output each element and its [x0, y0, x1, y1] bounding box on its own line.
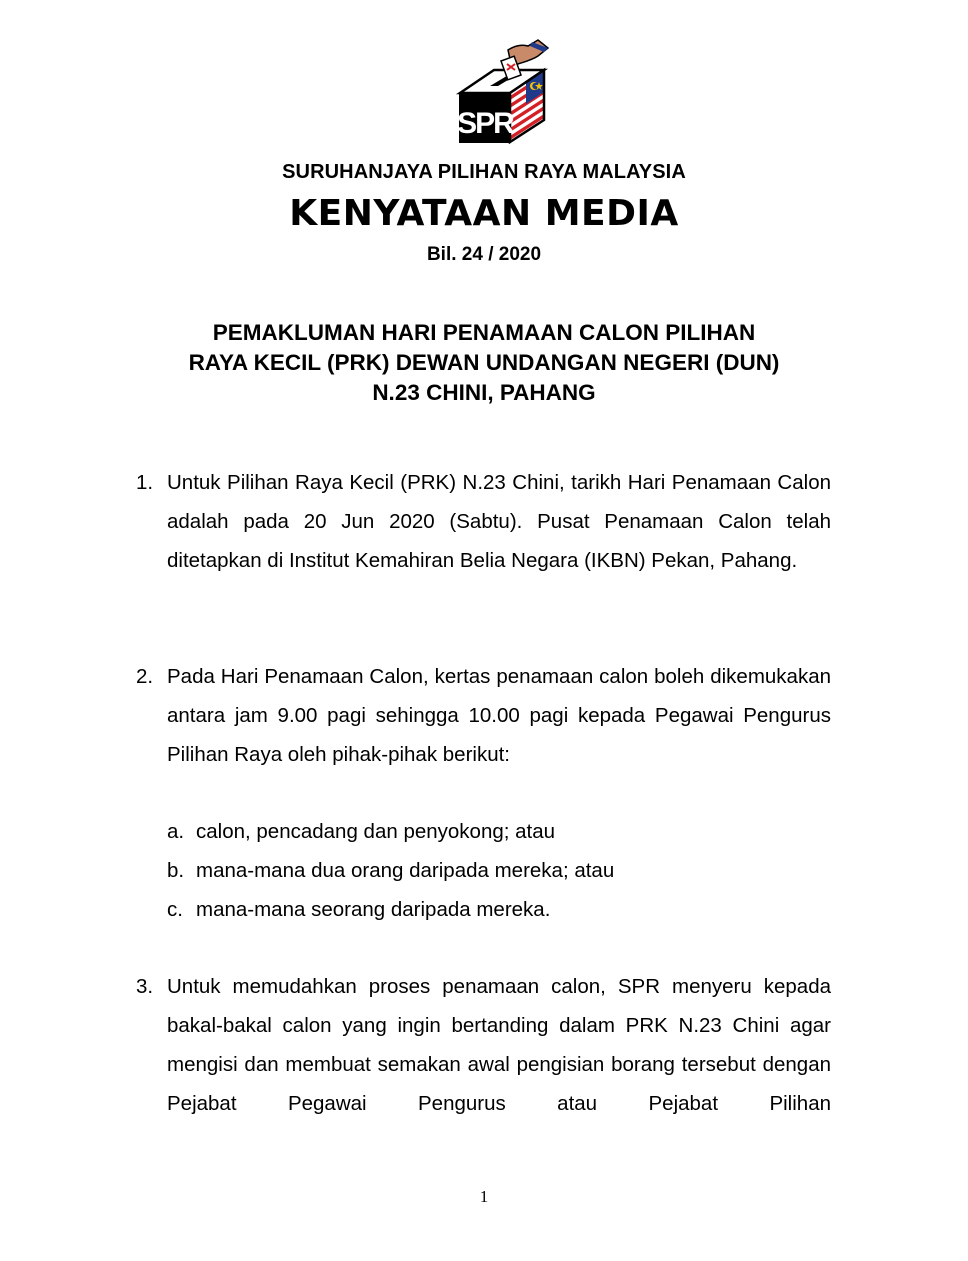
list-item-letter: a.	[167, 820, 185, 843]
list-item-letter: b.	[167, 859, 185, 882]
paragraph-text: Untuk Pilihan Raya Kecil (PRK) N.23 Chini, tarikh Hari Penamaan Calon adalah pada 20 Jun 2020 (Sabtu). Pusat Penamaan Calon telah ditetapkan di Institut Kemahiran Belia Negara (IKBN) Pekan, Pahang.	[167, 471, 831, 572]
paragraph-1	[136, 463, 831, 580]
paragraph-number: 3.	[136, 975, 154, 998]
spr-logo-text: SPR	[457, 107, 513, 140]
list-item	[167, 890, 614, 929]
list-item-text: mana-mana seorang daripada mereka.	[196, 898, 551, 921]
list-item	[167, 851, 614, 890]
paragraph-number: 2.	[136, 665, 154, 688]
document-number: Bil. 24 / 2020	[426, 244, 542, 265]
list-item-text: mana-mana dua orang daripada mereka; atau	[196, 859, 615, 882]
paragraph-2	[136, 657, 831, 774]
subject-line-2: RAYA KECIL (PRK) DEWAN UNDANGAN NEGERI (DUN)	[188, 350, 780, 375]
subject-line-1: PEMAKLUMAN HARI PENAMAAN CALON PILIHAN	[212, 320, 756, 345]
paragraph-3	[136, 967, 831, 1123]
ballot-box-icon	[452, 38, 552, 144]
page-title: KENYATAAN MEDIA	[289, 193, 679, 234]
party-list	[167, 812, 614, 929]
list-item-letter: c.	[167, 898, 183, 921]
paragraph-text: Untuk memudahkan proses penamaan calon, SPR menyeru kepada bakal-bakal calon yang ingin bertanding dalam PRK N.23 Chini agar mengisi dan membuat semakan awal pengisian borang tersebut dengan Pejabat Pegawai Pengurus atau Pejabat Pilihan	[167, 975, 831, 1115]
page-number: 1	[479, 1187, 489, 1206]
organization-name: SURUHANJAYA PILIHAN RAYA MALAYSIA	[282, 161, 686, 183]
subject-line-3: N.23 CHINI, PAHANG	[372, 380, 596, 405]
list-item-text: calon, pencadang dan penyokong; atau	[196, 820, 556, 843]
list-item	[167, 812, 614, 851]
paragraph-number: 1.	[136, 471, 154, 494]
subject-heading	[120, 318, 848, 408]
paragraph-text: Pada Hari Penamaan Calon, kertas penamaan calon boleh dikemukakan antara jam 9.00 pagi sehingga 10.00 pagi kepada Pegawai Pengurus Pilihan Raya oleh pihak-pihak berikut:	[167, 665, 831, 766]
spr-logo	[452, 38, 552, 144]
